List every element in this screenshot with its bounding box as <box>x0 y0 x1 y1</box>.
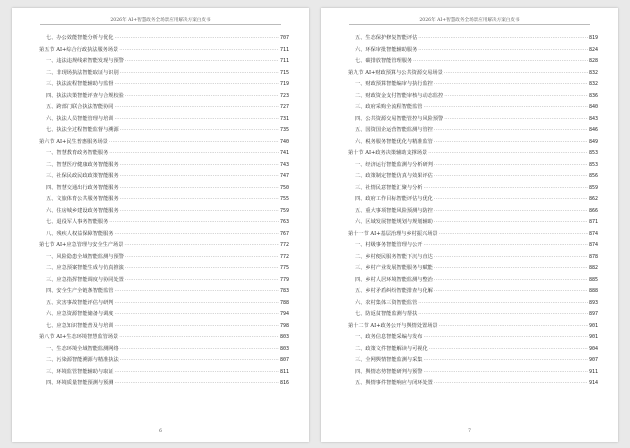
toc-entry-title: 八、残疾人权益保障智能服务 <box>46 230 114 237</box>
toc-page-number: 715 <box>279 69 289 76</box>
toc-entry-title: 四、安全生产全链条智能监管 <box>46 288 114 294</box>
dot-leader <box>423 332 588 344</box>
dot-leader <box>109 217 279 229</box>
toc-entry[interactable] <box>39 68 289 80</box>
toc-entry[interactable] <box>39 344 289 356</box>
toc-entry-title: 七、执法全过程智能监督与溯源 <box>46 127 119 133</box>
toc-entry-title: 五、乡村矛盾纠纷智能排查与化解 <box>355 288 433 294</box>
toc-entry[interactable] <box>348 252 598 264</box>
dot-leader <box>418 298 588 310</box>
toc-entry-title: 四、舆情态势智能研判与预警 <box>355 368 423 375</box>
dot-leader <box>125 91 279 103</box>
toc-entry[interactable] <box>39 378 289 390</box>
toc-entry-title: 四、公共资源交易智能管控与风险预警 <box>355 115 444 122</box>
dot-leader <box>119 332 279 344</box>
dot-leader <box>418 309 588 321</box>
toc-page-number: 794 <box>279 311 289 317</box>
toc-entry-title: 七、退役军人事务智能服务 <box>46 219 109 225</box>
toc-page-number: 747 <box>279 173 289 179</box>
toc-page-number: 866 <box>588 207 598 214</box>
dot-leader <box>120 183 279 195</box>
toc-entry[interactable] <box>348 332 598 344</box>
toc-entry[interactable] <box>39 229 289 241</box>
toc-entry[interactable] <box>348 263 598 275</box>
toc-page-number: 788 <box>279 299 289 306</box>
toc-page-number: 885 <box>588 276 598 283</box>
toc-page-number: 723 <box>279 92 289 99</box>
toc-page-number: 859 <box>588 184 598 191</box>
toc-page-number: 779 <box>279 276 289 283</box>
dot-leader <box>114 229 279 241</box>
toc-section-entry[interactable] <box>348 321 598 333</box>
toc-entry-title: 一、违法违规线索智能发现与预警 <box>46 58 124 64</box>
toc-page-number: 911 <box>588 368 598 375</box>
toc-page-number: 893 <box>588 299 598 306</box>
toc-entry[interactable] <box>39 194 289 206</box>
toc-page-number: 849 <box>588 138 598 145</box>
toc-entry[interactable] <box>39 183 289 195</box>
toc-page-number: 707 <box>279 35 289 41</box>
toc-page-number: 731 <box>279 115 289 122</box>
toc-entry[interactable] <box>348 286 598 298</box>
dot-leader <box>434 171 588 183</box>
dot-leader <box>434 194 588 206</box>
toc-page-number: 828 <box>588 58 598 64</box>
dot-leader <box>114 298 279 310</box>
toc-page-number: 888 <box>588 288 598 294</box>
dot-leader <box>125 263 279 275</box>
toc-page-number: 904 <box>588 345 598 352</box>
toc-entry[interactable] <box>348 355 598 367</box>
toc-page-number: 743 <box>279 161 289 168</box>
dot-leader <box>439 229 588 241</box>
toc-page-number: 750 <box>279 184 289 191</box>
toc-entry-title: 六、税务服务智能优化与精准监管 <box>355 138 433 145</box>
toc-section-entry[interactable] <box>39 137 289 149</box>
toc-page-number: 878 <box>588 253 598 260</box>
toc-page-number: 772 <box>279 242 289 248</box>
toc-page-number: 735 <box>279 127 289 133</box>
toc-entry-title: 二、非现场执法智能取证与识别 <box>46 69 119 76</box>
dot-leader <box>444 68 588 80</box>
dot-leader <box>423 102 588 114</box>
toc-entry-title: 四、乡村人居环境智能监测与整治 <box>355 276 433 283</box>
toc-entry[interactable] <box>348 45 598 57</box>
toc-page-number: 901 <box>588 334 598 340</box>
header-divider <box>40 24 281 25</box>
toc-entry-title: 一、村级事务智能管理与公开 <box>355 242 423 248</box>
dot-leader <box>114 321 279 333</box>
dot-leader <box>109 137 279 149</box>
dot-leader <box>434 137 588 149</box>
toc-page-number: 853 <box>588 161 598 168</box>
dot-leader <box>114 309 279 321</box>
toc-entry[interactable] <box>348 79 598 91</box>
toc-page-number: 798 <box>279 322 289 329</box>
toc-entry[interactable] <box>348 102 598 114</box>
toc-page-number: 783 <box>279 288 289 294</box>
table-of-contents <box>39 33 289 390</box>
toc-entry-title: 第九节 AI+财政预算与公共资源交易场景 <box>348 69 443 76</box>
toc-entry[interactable] <box>348 298 598 310</box>
toc-entry-title: 二、智慧医疗健康政务智能服务 <box>46 161 119 168</box>
dot-leader <box>125 252 279 264</box>
dot-leader <box>418 45 588 57</box>
toc-entry-title: 六、农村集体三资智能监管 <box>355 299 418 306</box>
toc-entry-title: 六、区域发展智能规划与规划辅助 <box>355 219 433 225</box>
toc-entry[interactable] <box>39 298 289 310</box>
toc-entry-title: 三、全网舆情智能监测与采集 <box>355 357 423 363</box>
toc-entry[interactable] <box>348 367 598 379</box>
dot-leader <box>434 252 588 264</box>
dot-leader <box>434 275 588 287</box>
toc-entry[interactable] <box>39 355 289 367</box>
toc-entry[interactable] <box>39 217 289 229</box>
toc-entry[interactable] <box>39 206 289 218</box>
toc-section-entry[interactable] <box>348 229 598 241</box>
toc-entry-title: 四、环境质量智能预测与预测 <box>46 380 114 386</box>
toc-entry-title: 六、环保审批智能辅助服务 <box>355 46 418 53</box>
toc-entry[interactable] <box>39 321 289 333</box>
toc-page-number: 836 <box>588 92 598 99</box>
dot-leader <box>120 206 279 218</box>
toc-page-number: 755 <box>279 196 289 202</box>
dot-leader <box>114 79 279 91</box>
toc-entry-title: 三、社保民政民政政策智能服务 <box>46 173 119 179</box>
toc-page-number: 907 <box>588 357 598 363</box>
toc-entry[interactable] <box>348 125 598 137</box>
toc-entry[interactable] <box>348 378 598 390</box>
toc-entry[interactable] <box>348 206 598 218</box>
toc-page-number: 741 <box>279 150 289 156</box>
dot-leader <box>120 194 279 206</box>
toc-section-entry[interactable] <box>39 332 289 344</box>
toc-page-number: 862 <box>588 196 598 202</box>
dot-leader <box>434 160 588 172</box>
dot-leader <box>120 355 279 367</box>
dot-leader <box>423 240 588 252</box>
toc-entry[interactable] <box>39 160 289 172</box>
toc-entry-title: 五、文旅体育公共服务智能服务 <box>46 196 119 202</box>
dot-leader <box>434 217 588 229</box>
toc-page-number: 807 <box>279 357 289 363</box>
toc-entry-title: 二、政策制定智能仿真与效果评估 <box>355 173 433 179</box>
toc-entry-title: 二、应急预案智能生成与仿真推演 <box>46 265 124 271</box>
toc-page-number: 856 <box>588 173 598 179</box>
dot-leader <box>423 367 588 379</box>
dot-leader <box>114 102 279 114</box>
toc-entry[interactable] <box>39 263 289 275</box>
toc-entry-title: 一、财政预算智能编审与执行监控 <box>355 81 433 87</box>
dot-leader <box>120 160 279 172</box>
toc-page-number: 840 <box>588 104 598 110</box>
toc-entry[interactable] <box>39 125 289 137</box>
dot-leader <box>434 125 588 137</box>
dot-leader <box>120 125 279 137</box>
toc-entry-title: 三、政府采购全流程智能监管 <box>355 104 423 110</box>
toc-entry-title: 二、财政资金支付智能审核与动态监控 <box>355 92 444 99</box>
toc-entry-title: 五、舆情事件智能响应与闭环处置 <box>355 380 433 386</box>
toc-page-number: 759 <box>279 207 289 214</box>
toc-page-number: 824 <box>588 46 598 53</box>
toc-entry[interactable] <box>348 56 598 68</box>
page-number: 6 <box>159 429 162 434</box>
toc-entry-title: 五、生态保护修复智能评估 <box>355 35 418 41</box>
toc-entry-title: 一、经济运行智能监测与分析研判 <box>355 161 433 168</box>
toc-page-number: 901 <box>588 322 598 329</box>
toc-entry-title: 二、政策文件智能解读与可视化 <box>355 345 428 352</box>
toc-entry[interactable] <box>39 33 289 45</box>
toc-entry-title: 第八节 AI+生态环境智慧监管场景 <box>39 334 119 340</box>
toc-entry[interactable] <box>39 148 289 160</box>
toc-entry[interactable] <box>348 183 598 195</box>
toc-page-number: 914 <box>588 380 598 386</box>
page-header: 2026年 AI+智慧政务全场景应用解决方案白皮书 <box>419 18 520 23</box>
toc-page-number: 816 <box>279 380 289 386</box>
dot-leader <box>120 171 279 183</box>
toc-entry-title: 第七节 AI+应急管理与安全生产场景 <box>39 242 124 248</box>
page-header: 2026年 AI+智慧政务全场景应用解决方案白皮书 <box>110 18 211 23</box>
toc-entry[interactable] <box>39 252 289 264</box>
toc-entry[interactable] <box>39 56 289 68</box>
dot-leader <box>114 33 279 45</box>
toc-entry-title: 一、政务信息智能采编与发布 <box>355 334 423 340</box>
toc-page-number: 740 <box>279 138 289 145</box>
toc-page-number: 711 <box>279 58 289 64</box>
dot-leader <box>114 114 279 126</box>
dot-leader <box>434 263 588 275</box>
toc-entry-title: 第十二节 AI+政务公开与舆情处置场景 <box>348 322 438 329</box>
dot-leader <box>434 206 588 218</box>
table-of-contents <box>348 33 598 390</box>
toc-entry-title: 五、国资国企运营智能监测与管控 <box>355 127 433 133</box>
toc-entry-title: 第六节 AI+民生普惠服务场景 <box>39 138 108 145</box>
dot-leader <box>423 183 588 195</box>
toc-entry[interactable] <box>39 114 289 126</box>
toc-section-entry[interactable] <box>39 45 289 57</box>
dot-leader <box>423 355 588 367</box>
toc-entry-title: 七、应急知识智能普及与培训 <box>46 322 114 329</box>
toc-entry[interactable] <box>348 171 598 183</box>
page-number: 7 <box>468 429 471 434</box>
dot-leader <box>114 367 279 379</box>
toc-entry-title: 二、乡村便民服务智能下沉与直达 <box>355 253 433 260</box>
dot-leader <box>125 275 279 287</box>
toc-entry-title: 第五节 AI+综合行政执法服务场景 <box>39 46 119 53</box>
toc-entry-title: 六、执法人员智能管理与培训 <box>46 115 114 122</box>
toc-entry[interactable] <box>348 275 598 287</box>
toc-entry-title: 一、生态环境全域智能监测网络 <box>46 345 119 352</box>
dot-leader <box>434 286 588 298</box>
toc-page-number: 727 <box>279 104 289 110</box>
toc-entry-title: 一、智慧教育政务智能服务 <box>46 150 109 156</box>
toc-entry[interactable] <box>348 344 598 356</box>
toc-entry-title: 一、风险隐患全域智能监测与预警 <box>46 253 124 260</box>
toc-page-number: 719 <box>279 81 289 87</box>
toc-entry[interactable] <box>39 171 289 183</box>
toc-page-number: 832 <box>588 81 598 87</box>
toc-page-number: 874 <box>588 230 598 237</box>
dot-leader <box>418 33 588 45</box>
toc-page-number: 811 <box>279 368 289 375</box>
dot-leader <box>114 378 279 390</box>
dot-leader <box>429 344 588 356</box>
toc-entry-title: 第十一节 AI+基层治理与乡村振兴场景 <box>348 230 438 237</box>
toc-entry[interactable] <box>348 114 598 126</box>
toc-entry-title: 七、办公效能智能分析与优化 <box>46 35 114 41</box>
toc-entry[interactable] <box>39 79 289 91</box>
toc-page-number: 772 <box>279 253 289 260</box>
toc-entry-title: 五、跨部门联合执法智能协同 <box>46 104 114 110</box>
toc-entry-title: 三、环境监管智能辅助与取证 <box>46 368 114 375</box>
toc-page-number: 846 <box>588 127 598 133</box>
toc-entry[interactable] <box>39 286 289 298</box>
toc-page-number: 711 <box>279 46 289 53</box>
toc-page-number: 871 <box>588 219 598 225</box>
toc-entry-title: 五、重大事项智能风险预测与防控 <box>355 207 433 214</box>
dot-leader <box>428 148 588 160</box>
toc-page-number: 897 <box>588 311 598 317</box>
dot-leader <box>109 148 279 160</box>
toc-entry[interactable] <box>39 367 289 379</box>
dot-leader <box>125 56 279 68</box>
left-page <box>12 8 309 442</box>
toc-entry[interactable] <box>348 137 598 149</box>
toc-entry[interactable] <box>348 33 598 45</box>
dot-leader <box>434 79 588 91</box>
toc-entry-title: 第十节 AI+政务决策辅助支撑场景 <box>348 150 428 156</box>
toc-page-number: 874 <box>588 242 598 248</box>
toc-entry[interactable] <box>348 160 598 172</box>
toc-entry[interactable] <box>39 275 289 287</box>
dot-leader <box>444 114 588 126</box>
toc-page-number: 832 <box>588 69 598 76</box>
toc-entry[interactable] <box>348 240 598 252</box>
toc-entry[interactable] <box>39 102 289 114</box>
dot-leader <box>444 91 588 103</box>
toc-entry-title: 六、应急资源智能储备与调度 <box>46 311 114 317</box>
toc-entry[interactable] <box>348 217 598 229</box>
toc-entry-title: 五、灾害事故智能评估与研判 <box>46 299 114 306</box>
toc-page-number: 853 <box>588 150 598 156</box>
toc-entry-title: 六、住房城乡建设政务智能服务 <box>46 207 119 214</box>
dot-leader <box>434 378 588 390</box>
toc-entry-title: 三、社情民意智能汇聚与分析 <box>355 184 423 191</box>
toc-entry-title: 二、污染源智能溯源与精准执法 <box>46 357 119 363</box>
toc-page-number: 803 <box>279 345 289 352</box>
toc-entry-title: 三、乡村产业发展智能服务与赋能 <box>355 265 433 271</box>
toc-entry[interactable] <box>348 194 598 206</box>
toc-entry-title: 七、碳排放智能管理服务 <box>355 58 413 64</box>
toc-entry-title: 七、防返贫智能监测与帮扶 <box>355 311 418 317</box>
toc-page-number: 819 <box>588 35 598 41</box>
toc-entry[interactable] <box>39 309 289 321</box>
toc-page-number: 775 <box>279 265 289 271</box>
toc-section-entry[interactable] <box>39 240 289 252</box>
toc-page-number: 767 <box>279 230 289 237</box>
dot-leader <box>114 286 279 298</box>
toc-section-entry[interactable] <box>348 68 598 80</box>
toc-entry-title: 四、智慧交通出行政务智能服务 <box>46 184 119 191</box>
dot-leader <box>119 45 279 57</box>
toc-entry-title: 三、执法流程智能辅助与监督 <box>46 81 114 87</box>
dot-leader <box>124 240 279 252</box>
toc-entry[interactable] <box>348 309 598 321</box>
right-page <box>321 8 618 442</box>
dot-leader <box>413 56 588 68</box>
toc-entry-title: 四、政府工作目标智能评估与优化 <box>355 196 433 202</box>
toc-page-number: 843 <box>588 115 598 122</box>
toc-entry[interactable] <box>39 91 289 103</box>
toc-entry-title: 三、应急指挥智能调度与协同处置 <box>46 276 124 283</box>
toc-page-number: 882 <box>588 265 598 271</box>
dot-leader <box>439 321 588 333</box>
dot-leader <box>120 344 279 356</box>
toc-page-number: 763 <box>279 219 289 225</box>
dot-leader <box>120 68 279 80</box>
toc-page-number: 803 <box>279 334 289 340</box>
toc-entry[interactable] <box>348 91 598 103</box>
toc-entry-title: 四、执法决策智能评查与合规校验 <box>46 92 124 99</box>
toc-section-entry[interactable] <box>348 148 598 160</box>
header-divider <box>349 24 590 25</box>
